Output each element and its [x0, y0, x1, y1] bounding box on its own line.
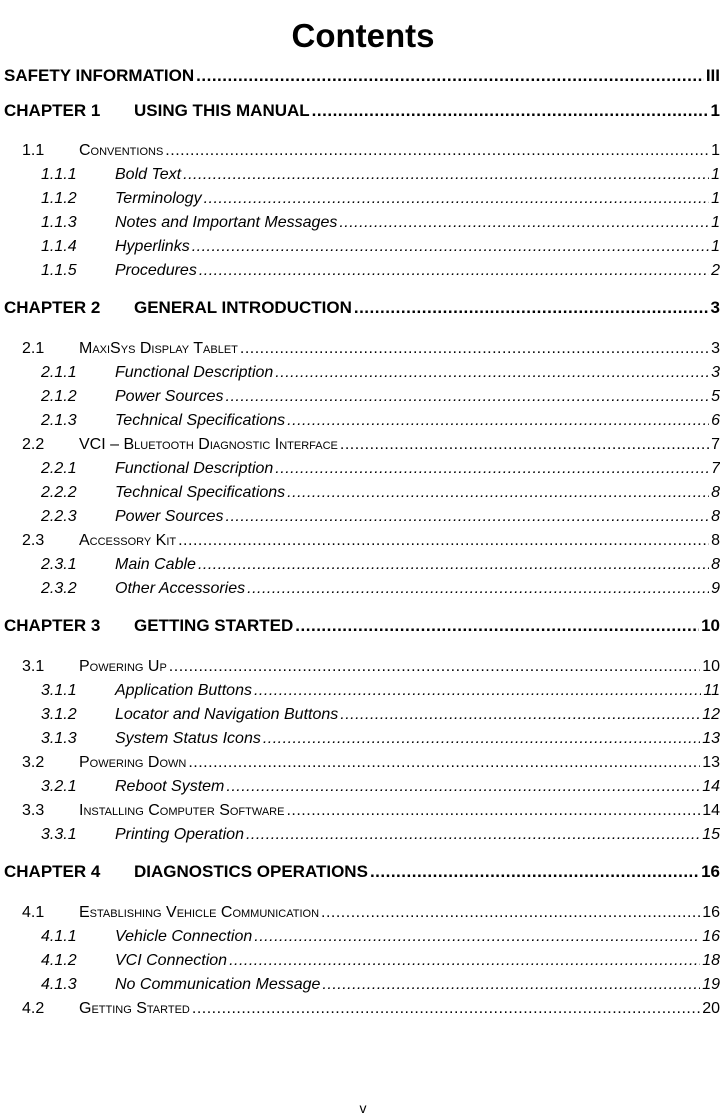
toc-entry[interactable] — [41, 682, 720, 706]
dot-leader — [354, 298, 709, 318]
toc-entry-page: 9 — [711, 580, 720, 597]
toc-entry-number: CHAPTER 3 — [4, 616, 101, 635]
toc-entry[interactable] — [22, 802, 720, 826]
page-number-footer: v — [359, 1100, 367, 1116]
toc-entry-number: 3.1 — [22, 658, 45, 675]
toc-entry-page: III — [705, 66, 720, 85]
toc-entry-label[interactable]: Power Sources — [115, 388, 224, 405]
toc-entry-page: 7 — [711, 436, 720, 453]
toc-entry-label[interactable]: Application Buttons — [115, 682, 252, 699]
dot-leader — [226, 778, 700, 796]
toc-entry-number: 2.3 — [22, 532, 45, 549]
toc-entry-page: 8 — [711, 556, 720, 573]
dot-leader — [229, 952, 700, 970]
toc-entry-page: 1 — [710, 101, 720, 120]
dot-leader — [286, 802, 700, 820]
toc-entry-label[interactable]: Technical Specifications — [115, 484, 286, 501]
toc-entry-label[interactable]: DIAGNOSTICS OPERATIONS — [134, 862, 368, 881]
toc-entry-label[interactable]: Establishing Vehicle Communication — [79, 904, 320, 921]
toc-entry-page: 20 — [702, 1000, 720, 1017]
toc-entry-page: 15 — [702, 826, 720, 843]
toc-entry-label[interactable]: Powering Up — [79, 658, 167, 675]
toc-entry-page: 8 — [711, 532, 720, 549]
toc-entry-page: 3 — [711, 364, 720, 381]
dot-leader — [199, 262, 709, 280]
toc-entry-label[interactable]: Hyperlinks — [115, 238, 190, 255]
dot-leader — [188, 754, 700, 772]
toc-entry-page: 10 — [702, 658, 720, 675]
toc-entry-number: 1.1.5 — [41, 262, 77, 279]
toc-entry[interactable] — [41, 460, 720, 484]
dot-leader — [247, 580, 709, 598]
toc-entry-label[interactable]: Notes and Important Messages — [115, 214, 338, 231]
toc-entry-number: 2.2.1 — [41, 460, 77, 477]
toc-entry-label[interactable]: MaxiSys Display Tablet — [79, 340, 238, 357]
toc-entry[interactable] — [22, 1000, 720, 1024]
toc-entry-page: 16 — [702, 904, 720, 921]
toc-entry-page: 1 — [711, 238, 720, 255]
toc-entry-label[interactable]: Reboot System — [115, 778, 225, 795]
dot-leader — [226, 508, 710, 526]
toc-entry-number: 2.1 — [22, 340, 45, 357]
toc-entry-number: 2.1.1 — [41, 364, 77, 381]
toc-entry-number: 2.3.2 — [41, 580, 77, 597]
dot-leader — [165, 142, 709, 160]
toc-entry[interactable] — [41, 484, 720, 508]
toc-entry-number: 2.2 — [22, 436, 45, 453]
dot-leader — [340, 706, 700, 724]
dot-leader — [183, 166, 709, 184]
toc-entry[interactable] — [22, 532, 720, 556]
toc-entry-number: CHAPTER 2 — [4, 298, 101, 317]
toc-entry-page: 13 — [702, 754, 720, 771]
toc-entry-page: 3 — [711, 340, 720, 357]
toc-entry[interactable] — [41, 412, 720, 436]
toc-entry[interactable] — [22, 142, 720, 166]
toc-entry-label[interactable]: Getting Started — [79, 1000, 190, 1017]
toc-entry[interactable] — [4, 101, 720, 125]
toc-entry-label[interactable]: Powering Down — [79, 754, 187, 771]
toc-entry[interactable] — [41, 952, 720, 976]
toc-entry-number: 3.3 — [22, 802, 45, 819]
toc-entry-label[interactable]: USING THIS MANUAL — [134, 101, 310, 120]
toc-entry[interactable] — [22, 436, 720, 460]
toc-entry-number: 2.2.2 — [41, 484, 77, 501]
toc-entry-number: 3.1.2 — [41, 706, 77, 723]
toc-entry-page: 1 — [711, 142, 720, 159]
toc-entry-number: 3.1.3 — [41, 730, 77, 747]
toc-entry-page: 3 — [710, 298, 720, 317]
toc-entry-page: 2 — [711, 262, 720, 279]
toc-entry[interactable] — [41, 508, 720, 532]
dot-leader — [192, 1000, 700, 1018]
toc-entry[interactable] — [22, 340, 720, 364]
toc-entry[interactable] — [41, 214, 720, 238]
toc-entry-number: 3.2.1 — [41, 778, 77, 795]
toc-entry-page: 14 — [702, 778, 720, 795]
toc-entry-page: 1 — [711, 190, 720, 207]
toc-entry-label[interactable]: Locator and Navigation Buttons — [115, 706, 339, 723]
dot-leader — [287, 412, 709, 430]
toc-entry-page: 11 — [703, 682, 720, 699]
toc-entry-number: 4.1.2 — [41, 952, 77, 969]
toc-entry-label[interactable]: No Communication Message — [115, 976, 321, 993]
toc-entry-number: 2.1.3 — [41, 412, 77, 429]
toc-entry-page: 14 — [702, 802, 720, 819]
toc-entry-page: 16 — [701, 862, 720, 881]
toc-entry-number: 1.1.2 — [41, 190, 77, 207]
page-title: Contents — [291, 17, 435, 54]
toc-entry-number: 1.1.3 — [41, 214, 77, 231]
toc-entry-number: 3.2 — [22, 754, 45, 771]
toc-entry-number: CHAPTER 1 — [4, 101, 101, 120]
toc-entry-number: 2.1.2 — [41, 388, 77, 405]
dot-leader — [196, 66, 704, 86]
toc-entry-label[interactable]: System Status Icons — [115, 730, 261, 747]
toc-entry-number: 1.1.1 — [41, 166, 77, 183]
toc-entry[interactable] — [41, 190, 720, 214]
toc-entry-label[interactable]: GENERAL INTRODUCTION — [134, 298, 352, 317]
toc-entry-page: 1 — [711, 214, 720, 231]
toc-entry[interactable] — [22, 658, 720, 682]
toc-entry-label[interactable]: GETTING STARTED — [134, 616, 294, 635]
dot-leader — [240, 340, 709, 358]
toc-entry-label[interactable]: Procedures — [115, 262, 197, 279]
toc-entry-page: 6 — [711, 412, 720, 429]
toc-entry-label[interactable]: Conventions — [79, 142, 164, 159]
toc-entry-label[interactable]: Technical Specifications — [115, 412, 286, 429]
dot-leader — [198, 556, 709, 574]
toc-entry-page: 5 — [711, 388, 720, 405]
toc-entry[interactable] — [41, 976, 720, 1000]
toc-entry-number: 2.2.3 — [41, 508, 77, 525]
toc-entry[interactable] — [41, 262, 720, 286]
toc-entry-page: 7 — [711, 460, 720, 477]
dot-leader — [254, 682, 701, 700]
toc-entry-page: 16 — [702, 928, 720, 945]
toc-entry-number: 1.1.4 — [41, 238, 77, 255]
toc-entry-label[interactable]: Accessory Kit — [79, 532, 177, 549]
toc-entry-label[interactable]: Power Sources — [115, 508, 224, 525]
dot-leader — [192, 238, 709, 256]
dot-leader — [321, 904, 700, 922]
toc-entry[interactable] — [41, 556, 720, 580]
toc-entry[interactable] — [41, 730, 720, 754]
toc-entry-number: 4.1 — [22, 904, 45, 921]
dot-leader — [226, 388, 710, 406]
toc-entry-page: 13 — [702, 730, 720, 747]
toc-entry[interactable] — [4, 66, 720, 90]
toc-entry-label[interactable]: Printing Operation — [115, 826, 244, 843]
toc-entry-label[interactable]: Vehicle Connection — [115, 928, 253, 945]
toc-entry-page: 8 — [711, 508, 720, 525]
dot-leader — [370, 862, 699, 882]
toc-entry-number: 4.2 — [22, 1000, 45, 1017]
toc-entry-page: 10 — [701, 616, 720, 635]
toc-entry-page: 12 — [702, 706, 720, 723]
dot-leader — [295, 616, 699, 636]
dot-leader — [169, 658, 700, 676]
dot-leader — [275, 364, 709, 382]
toc-entry-number: 3.1.1 — [41, 682, 77, 699]
dot-leader — [287, 484, 709, 502]
dot-leader — [254, 928, 700, 946]
toc-entry-number: 4.1.3 — [41, 976, 77, 993]
toc-entry-page: 18 — [702, 952, 720, 969]
dot-leader — [204, 190, 710, 208]
toc-entry[interactable] — [41, 826, 720, 850]
toc-entry-label[interactable]: Functional Description — [115, 460, 274, 477]
toc-entry[interactable] — [22, 904, 720, 928]
dot-leader — [178, 532, 709, 550]
toc-entry[interactable] — [41, 364, 720, 388]
toc-entry[interactable] — [41, 238, 720, 262]
toc-entry-label[interactable]: VCI – Bluetooth Diagnostic Interface — [79, 436, 338, 453]
toc-entry-label[interactable]: VCI Connection — [115, 952, 228, 969]
dot-leader — [322, 976, 700, 994]
toc-entry-label[interactable]: Main Cable — [115, 556, 196, 573]
dot-leader — [339, 214, 709, 232]
toc-entry-number: 2.3.1 — [41, 556, 77, 573]
dot-leader — [246, 826, 700, 844]
toc-entry[interactable] — [41, 166, 720, 190]
toc-entry-number: 1.1 — [22, 142, 45, 159]
toc-entry-page: 8 — [711, 484, 720, 501]
toc-entry-label[interactable]: Terminology — [115, 190, 202, 207]
toc-entry[interactable] — [41, 706, 720, 730]
dot-leader — [340, 436, 709, 454]
toc-entry[interactable] — [4, 616, 720, 640]
toc-entry[interactable] — [41, 580, 720, 604]
toc-entry[interactable] — [4, 298, 720, 322]
dot-leader — [275, 460, 709, 478]
toc-entry-label[interactable]: Installing Computer Software — [79, 802, 285, 819]
toc-entry-page: 19 — [702, 976, 720, 993]
toc-entry[interactable] — [41, 778, 720, 802]
toc-entry[interactable] — [41, 928, 720, 952]
dot-leader — [263, 730, 700, 748]
toc-entry-label[interactable]: Functional Description — [115, 364, 274, 381]
toc-entry-label[interactable]: Other Accessories — [115, 580, 246, 597]
toc-entry-label[interactable]: Bold Text — [115, 166, 182, 183]
toc-entry-number: CHAPTER 4 — [4, 862, 101, 881]
toc-entry[interactable] — [22, 754, 720, 778]
toc-entry-page: 1 — [711, 166, 720, 183]
toc-entry[interactable] — [41, 388, 720, 412]
dot-leader — [312, 101, 709, 121]
toc-entry[interactable] — [4, 862, 720, 886]
toc-entry-number: 3.3.1 — [41, 826, 77, 843]
toc-entry-number: 4.1.1 — [41, 928, 77, 945]
toc-entry-label[interactable]: SAFETY INFORMATION — [4, 66, 195, 85]
